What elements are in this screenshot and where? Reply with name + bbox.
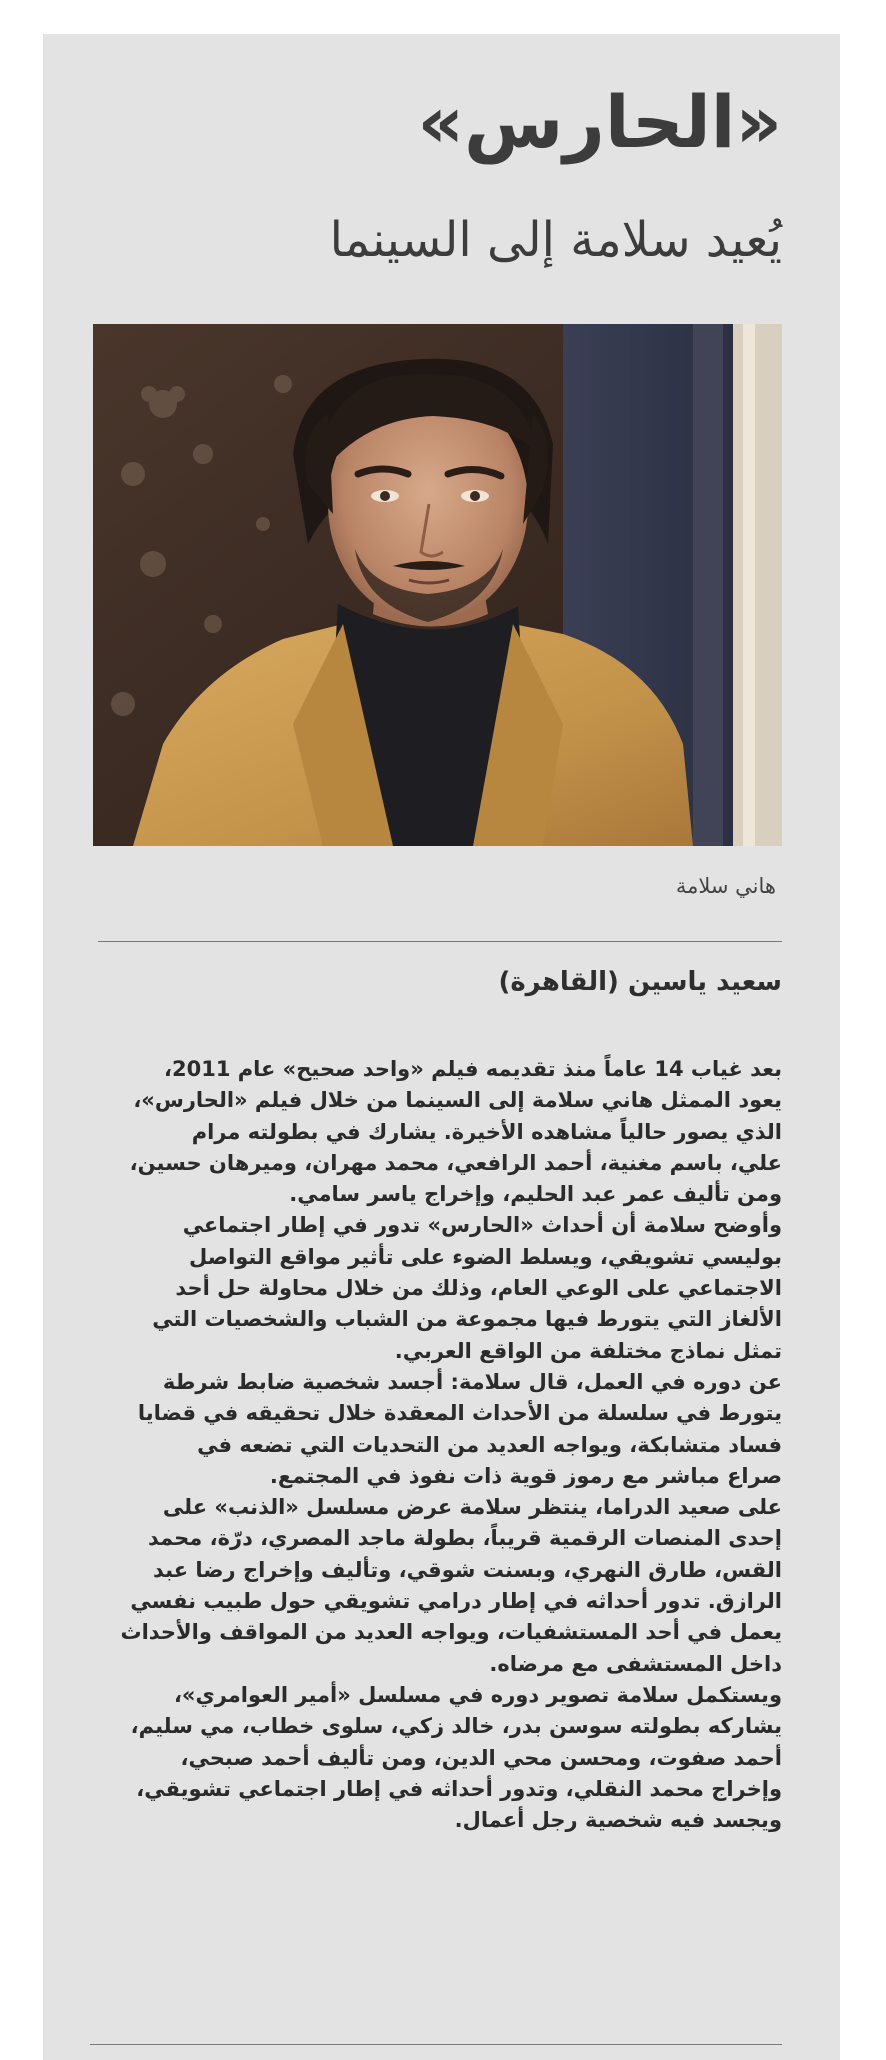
body-line: تمثل نماذج مختلفة من الواقع العربي. (394, 1338, 782, 1363)
body-line: الألغاز التي يتورط فيها مجموعة من الشباب والشخصيات التي (152, 1307, 782, 1332)
body-line: صراع مباشر مع رموز قوية ذات نفوذ في المجتمع. (269, 1463, 782, 1488)
body-line: علي، باسم مغنية، أحمد الرافعي، محمد مهران، وميرهان حسين، (129, 1150, 782, 1175)
body-line: بعد غياب 14 عاماً منذ تقديمه فيلم «واحد صحيح» عام 2011، (164, 1057, 782, 1081)
caption-divider (98, 941, 782, 942)
body-line: عن دوره في العمل، قال سلامة: أجسد شخصية ضابط شرطة (162, 1369, 782, 1394)
body-line: يعود الممثل هاني سلامة إلى السينما من خلال فيلم «الحارس»، (133, 1088, 782, 1113)
body-line: القس، طارق النهري، وبسنت شوقي، وتأليف وإخراج رضا عبد (153, 1557, 782, 1582)
article-headline: «الحارس» (417, 80, 782, 164)
body-line: وأوضح سلامة أن أحداث «الحارس» تدور في إطار اجتماعي (182, 1213, 782, 1238)
body-line: داخل المستشفى مع مرضاه. (489, 1651, 782, 1676)
body-line: ويستكمل سلامة تصوير دوره في مسلسل «أمير العوامري»، (173, 1682, 782, 1707)
body-line: أحمد صفوت، ومحسن محي الدين، ومن تأليف أحمد صبحي، (180, 1745, 782, 1770)
body-line: بوليسي تشويقي، ويسلط الضوء على تأثير مواقع التواصل (189, 1244, 782, 1269)
body-line: فساد متشابكة، ويواجه العديد من التحديات التي تضعه في (197, 1432, 782, 1457)
article-byline: سعيد ياسين (القاهرة) (498, 967, 782, 997)
article-end-divider (90, 2044, 782, 2045)
body-line: وإخراج محمد النقلي، وتدور أحداثه في إطار اجتماعي تشويقي، (136, 1776, 782, 1801)
photo-caption: هاني سلامة (675, 874, 776, 898)
body-line: ومن تأليف عمر عبد الحليم، وإخراج ياسر سامي. (289, 1182, 782, 1207)
body-line: على صعيد الدراما، ينتظر سلامة عرض مسلسل «الذنب» على (162, 1495, 782, 1520)
body-line: إحدى المنصات الرقمية قريباً، بطولة ماجد المصري، درّة، محمد (147, 1526, 782, 1551)
body-line: الذي يصور حالياً مشاهده الأخيرة. يشارك في بطولته مرام (191, 1119, 782, 1144)
body-line: الرازق. تدور أحداثه في إطار درامي تشويقي حول طبيب نفسي (130, 1589, 782, 1614)
body-line: يشاركه بطولته سوسن بدر، خالد زكي، سلوى خطاب، مي سليم، (130, 1714, 782, 1739)
article-subheadline: يُعيد سلامة إلى السينما (329, 212, 782, 268)
body-line: يعمل في أحد المستشفيات، ويواجه العديد من المواقف والأحداث (120, 1620, 782, 1645)
body-line: يتورط في سلسلة من الأحداث المعقدة خلال تحقيقه في قضايا (137, 1401, 782, 1426)
article-photo (93, 324, 782, 846)
body-line: ويجسد فيه شخصية رجل أعمال. (454, 1808, 782, 1833)
article-body (94, 1054, 782, 1836)
body-line: الاجتماعي على الوعي العام، وذلك من خلال محاولة حل أحد (175, 1276, 782, 1301)
